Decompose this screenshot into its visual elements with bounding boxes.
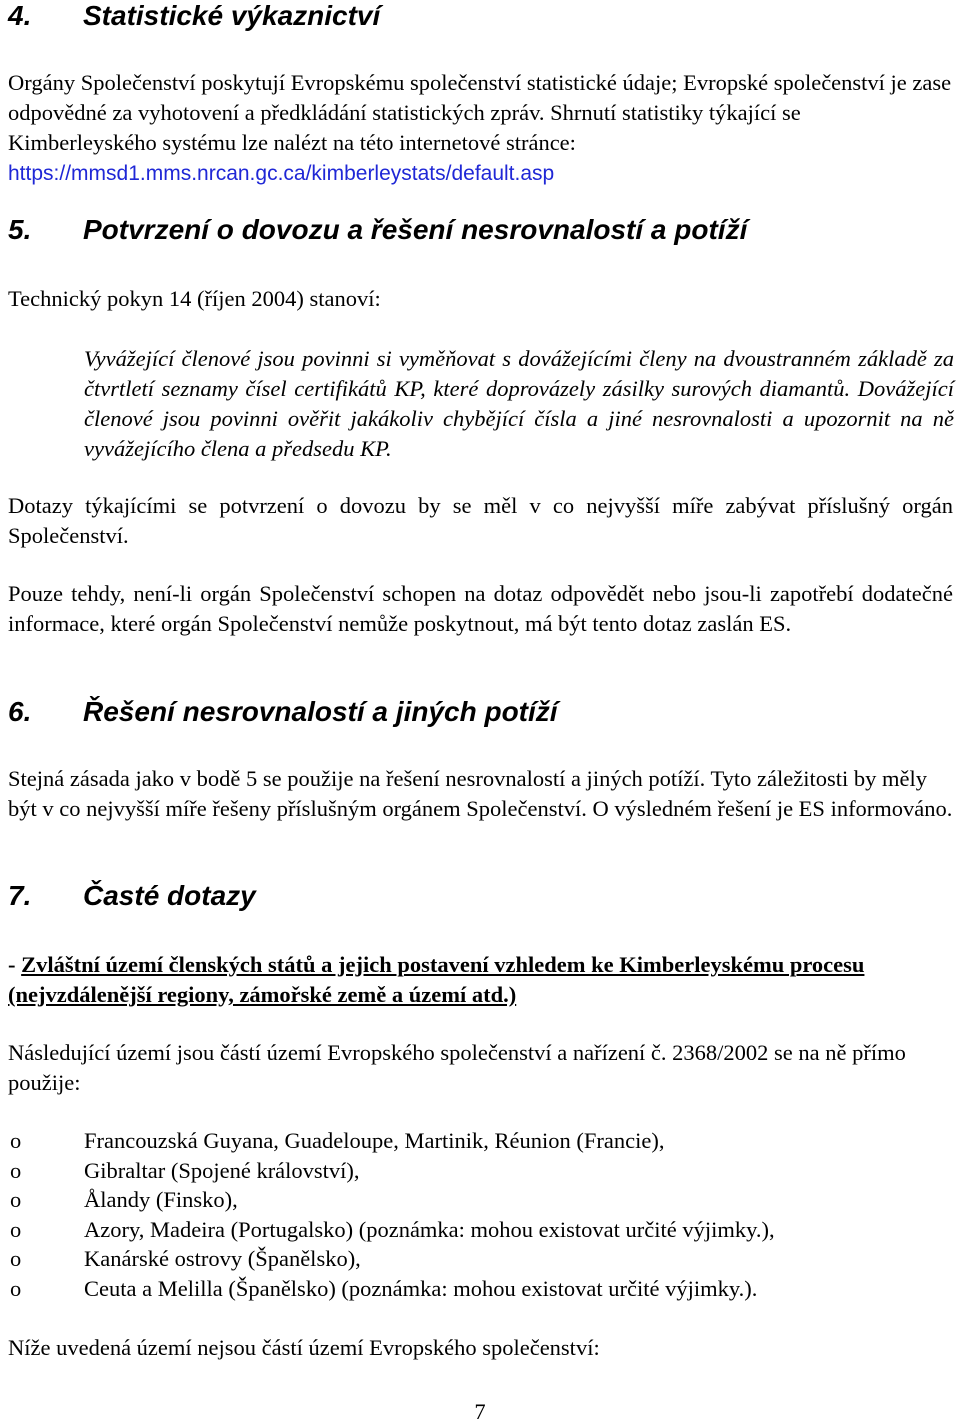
list-item-text: Kanárské ostrovy (Španělsko), [84,1246,361,1272]
faq-question-prefix: - [8,952,22,977]
list-item [8,1274,953,1304]
section-6-paragraph: Stejná zásada jako v bodě 5 se použije na řešení nesrovnalostí a jiných potíží. Tyto záležitosti by měly být v co nejvyšší míře řešeny příslušným orgánem Společenství. O výsledném řešení je ES informováno. [8,766,953,821]
section-4-title: Statistické výkaznictví [83,0,381,31]
section-6-number: 6. [8,696,32,727]
bullet-marker: o [10,1128,22,1153]
section-4-paragraph [8,68,953,189]
bullet-marker: o [10,1275,22,1301]
section-5-intro: Technický pokyn 14 (říjen 2004) stanoví: [8,286,381,311]
list-item-text: Azory, Madeira (Portugalsko) (poznámka: mohou existovat určité výjimky.), [84,1216,775,1242]
list-item [8,1215,953,1245]
bullet-marker: o [10,1216,22,1242]
section-7-paragraph: Následující území jsou částí území Evropského společenství a nařízení č. 2368/2002 se na ně přímo použije: [8,1040,906,1095]
list-item [8,1126,953,1156]
list-item-text: Ceuta a Melilla (Španělsko) (poznámka: mohou existovat určité výjimky.). [84,1275,758,1301]
statistics-link[interactable]: https://mmsd1.mms.nrcan.gc.ca/kimberleystats/default.asp [8,162,555,185]
bullet-marker: o [10,1246,22,1272]
list-item [8,1185,953,1215]
bullet-marker: o [10,1157,22,1183]
page-number: 7 [474,1399,486,1424]
section-6-title: Řešení nesrovnalostí a jiných potíží [83,696,558,727]
list-item [8,1156,953,1186]
section-7-heading [8,880,256,912]
list-item [8,1244,953,1274]
territory-list [8,1126,953,1304]
section-5-paragraph-2: Dotazy týkajícími se potvrzení o dovozu by se měl v co nejvyšší míře zabývat příslušný orgán Společenství. [8,493,953,548]
bullet-marker: o [10,1187,22,1213]
section-6-heading [8,696,558,728]
section-7-number: 7. [8,880,32,911]
section-7-closing-paragraph: Níže uvedená území nejsou částí území Evropského společenství: [8,1335,600,1360]
section-5-title: Potvrzení o dovozu a řešení nesrovnalostí a potíží [83,214,748,245]
section-5-number: 5. [8,214,32,245]
section-5-paragraph-3: Pouze tehdy, není-li orgán Společenství schopen na dotaz odpovědět nebo jsou-li zapotřebí dodatečné informace, které orgán Společenství nemůže poskytnout, má být tento dotaz zaslán ES. [8,581,953,636]
list-item-text: Francouzská Guyana, Guadeloupe, Martinik, Réunion (Francie), [84,1128,665,1153]
list-item-text: Gibraltar (Spojené království), [84,1157,360,1183]
section-5-quote: Vyvážející členové jsou povinni si vyměňovat s dovážejícími členy na dvoustranném základě za čtvrtletí seznamy čísel certifikátů KP, které doprovázely zásilky surových diamantů. Dovážející členové jsou povinni ověřit jakákoliv chybějící čísla a jiné nesrovnalosti a upozornit na ně vyvážejícího člena a předsedu KP. [84,346,954,461]
faq-question [8,950,953,1010]
section-5-heading [8,214,747,246]
faq-question-text: Zvláštní území členských států a jejich postavení vzhledem ke Kimberleyskému procesu (nejvzdálenější regiony, zámořské země a území atd.) [8,952,865,1007]
section-4-number: 4. [8,0,32,31]
list-item-text: Ålandy (Finsko), [84,1187,238,1213]
section-4-heading [8,0,380,32]
section-4-text: Orgány Společenství poskytují Evropskému společenství statistické údaje; Evropské společenství je zase odpovědné za vyhotovení a předkládání statistických zpráv. Shrnutí statistiky týkající se Kimberleyského systému lze nalézt na této internetové stránce: [8,70,952,155]
section-7-title: Časté dotazy [83,880,256,911]
